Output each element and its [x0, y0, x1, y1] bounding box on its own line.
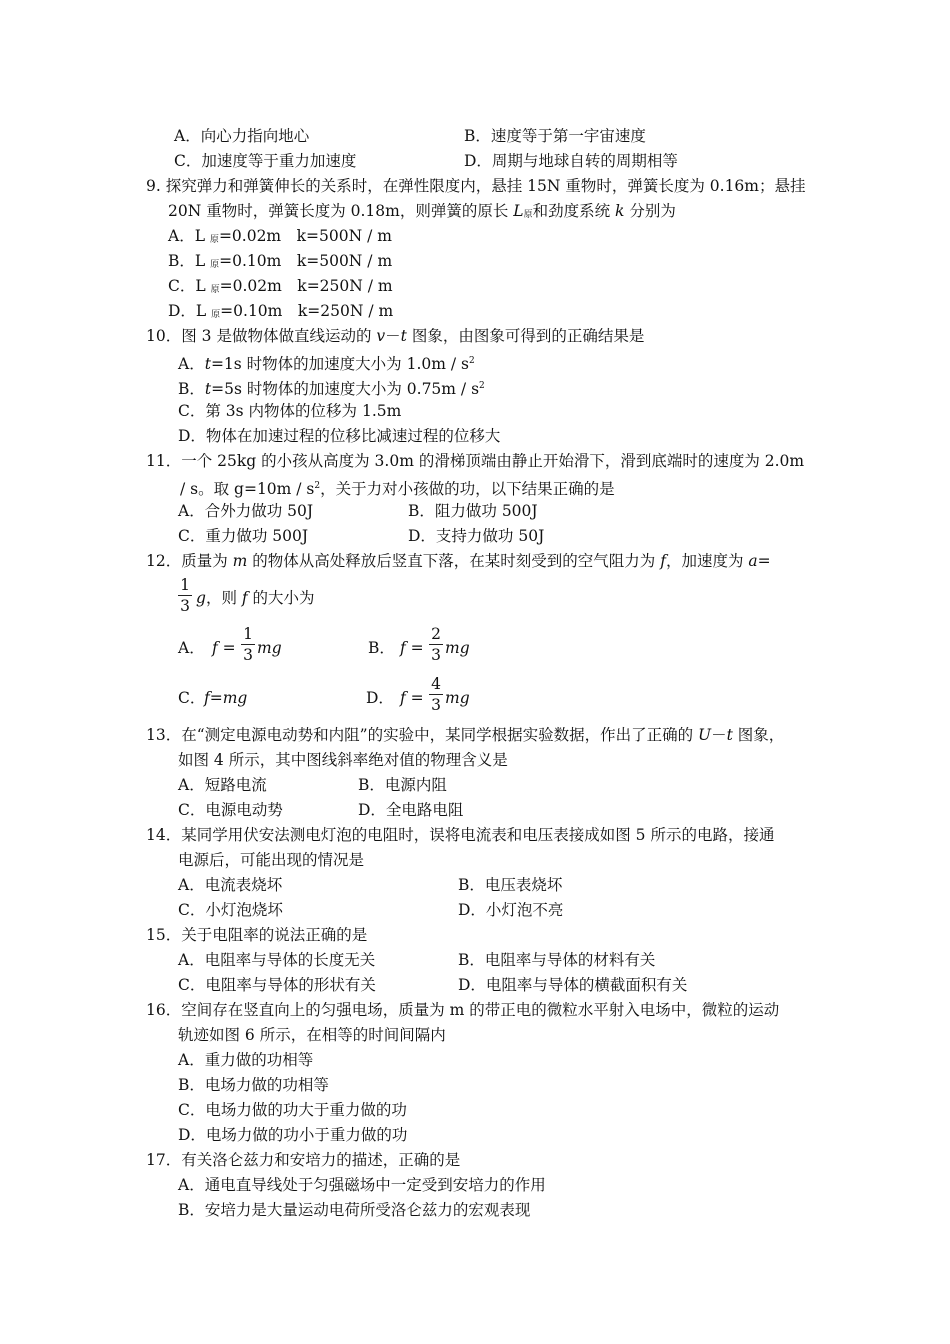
q10-option-a: A．t=1s 时物体的加速度大小为 $1.0m / s^2$: [178, 355, 475, 373]
q12-option-c-label: C．: [178, 689, 206, 707]
q12-option-a-fraction: 1 3: [241, 625, 255, 665]
q11-option-d: D．支持力做功 50J: [408, 527, 545, 545]
q16-option-a: A．重力做的功相等: [178, 1051, 314, 1069]
q15-stem: 15．关于电阻率的说法正确的是: [146, 926, 368, 944]
q8-option-b: B．速度等于第一宇宙速度: [464, 127, 646, 145]
q16-option-c: C．电场力做的功大于重力做的功: [178, 1101, 407, 1119]
q13-stem-line1: 13．在“测定电源电动势和内阻”的实验中，某同学根据实验数据，作出了正确的 U－t 图象，: [146, 726, 785, 744]
q10-stem: 10．图 3 是做物体做直线运动的 v－t 图象，由图象可得到的正确结果是: [146, 327, 645, 345]
q10-option-d: D．物体在加速过程的位移比减速过程的位移大: [178, 427, 501, 445]
q12-option-b-mg: mg: [445, 639, 470, 657]
q12-option-b-label: B．: [368, 639, 395, 657]
q15-option-a: A．电阻率与导体的长度无关: [178, 951, 376, 969]
q8-option-a: A．向心力指向地心: [174, 127, 310, 145]
q9-option-c: C．L $_原$=0.02m k=250N / m: [168, 277, 393, 295]
q11-option-a: A．合外力做功 50J: [178, 502, 314, 520]
q10-option-c: C．第 3s 内物体的位移为 1.5m: [178, 402, 402, 420]
q12-stem-tail: g，则 f 的大小为: [196, 589, 315, 607]
q13-option-c: C．电源电动势: [178, 801, 283, 819]
q16-stem-line1: 16．空间存在竖直向上的匀强电场，质量为 m 的带正电的微粒水平射入电场中，微粒的运动: [146, 1001, 780, 1019]
q12-option-a-f: f =: [212, 639, 236, 657]
q12-option-c-text: f=mg: [204, 689, 248, 707]
q17-option-b: B．安培力是大量运动电荷所受洛仑兹力的宏观表现: [178, 1201, 531, 1219]
q12-option-b-fraction: 2 3: [429, 625, 443, 665]
q16-stem-line2: 轨迹如图 6 所示，在相等的时间间隔内: [178, 1026, 446, 1044]
q11-stem-line1: 11．一个 25kg 的小孩从高度为 3.0m 的滑梯顶端由静止开始滑下，滑到底端时的速度为 2.0m: [146, 452, 805, 470]
q13-stem-line2: 如图 4 所示，其中图线斜率绝对值的物理含义是: [178, 751, 508, 769]
q12-option-a-mg: mg: [257, 639, 282, 657]
q13-option-b: B．电源内阻: [358, 776, 447, 794]
q14-stem-line1: 14．某同学用伏安法测电灯泡的电阻时，误将电流表和电压表接成如图 5 所示的电路，接通: [146, 826, 775, 844]
q15-option-c: C．电阻率与导体的形状有关: [178, 976, 376, 994]
q14-option-a: A．电流表烧坏: [178, 876, 283, 894]
q16-option-d: D．电场力做的功小于重力做的功: [178, 1126, 408, 1144]
q17-stem: 17．有关洛仑兹力和安培力的描述，正确的是: [146, 1151, 461, 1169]
q12-option-b-f: f =: [400, 639, 424, 657]
q12-option-d-mg: mg: [445, 689, 470, 707]
q15-option-b: B．电阻率与导体的材料有关: [458, 951, 656, 969]
q11-option-b: B．阻力做功 500J: [408, 502, 538, 520]
q13-option-a: A．短路电流: [178, 776, 267, 794]
q17-option-a: A．通电直导线处于匀强磁场中一定受到安培力的作用: [178, 1176, 546, 1194]
q14-option-b: B．电压表烧坏: [458, 876, 563, 894]
q9-stem-line1: 9. 探究弹力和弹簧伸长的关系时，在弹性限度内，悬挂 15N 重物时，弹簧长度为 0.16m；悬挂: [146, 177, 806, 195]
q11-stem-line2: / s。取 $g=10m / s^2$，关于力对小孩做的功，以下结果正确的是: [180, 480, 615, 498]
q13-option-d: D．全电路电阻: [358, 801, 464, 819]
q12-accel-fraction: 1 3: [178, 576, 192, 616]
q11-option-c: C．重力做功 500J: [178, 527, 309, 545]
q9-option-a: A．L $_原$=0.02m k=500N / m: [168, 227, 392, 245]
q14-option-c: C．小灯泡烧坏: [178, 901, 283, 919]
q14-stem-line2: 电源后，可能出现的情况是: [178, 851, 365, 869]
q12-stem: 12．质量为 m 的物体从高处释放后竖直下落，在某时刻受到的空气阻力为 f，加速度为 a=: [146, 552, 771, 570]
q12-option-d-label: D．: [366, 689, 394, 707]
q9-stem-line2: 20N 重物时，弹簧长度为 0.18m，则弹簧的原长 $L_原$和劲度系统 k 分别为: [168, 202, 676, 220]
q16-option-b: B．电场力做的功相等: [178, 1076, 329, 1094]
q15-option-d: D．电阻率与导体的横截面积有关: [458, 976, 688, 994]
q9-option-d: D．L $_原$=0.10m k=250N / m: [168, 302, 394, 320]
q12-option-d-f: f =: [400, 689, 424, 707]
q9-option-b: B．L $_原$=0.10m k=500N / m: [168, 252, 393, 270]
q10-option-b: B．t=5s 时物体的加速度大小为 $0.75m / s^2$: [178, 380, 485, 398]
q8-option-d: D．周期与地球自转的周期相等: [464, 152, 678, 170]
q12-option-a-label: A．: [178, 639, 205, 657]
q14-option-d: D．小灯泡不亮: [458, 901, 564, 919]
q8-option-c: C．加速度等于重力加速度: [174, 152, 357, 170]
q12-option-d-fraction: 4 3: [429, 675, 443, 715]
